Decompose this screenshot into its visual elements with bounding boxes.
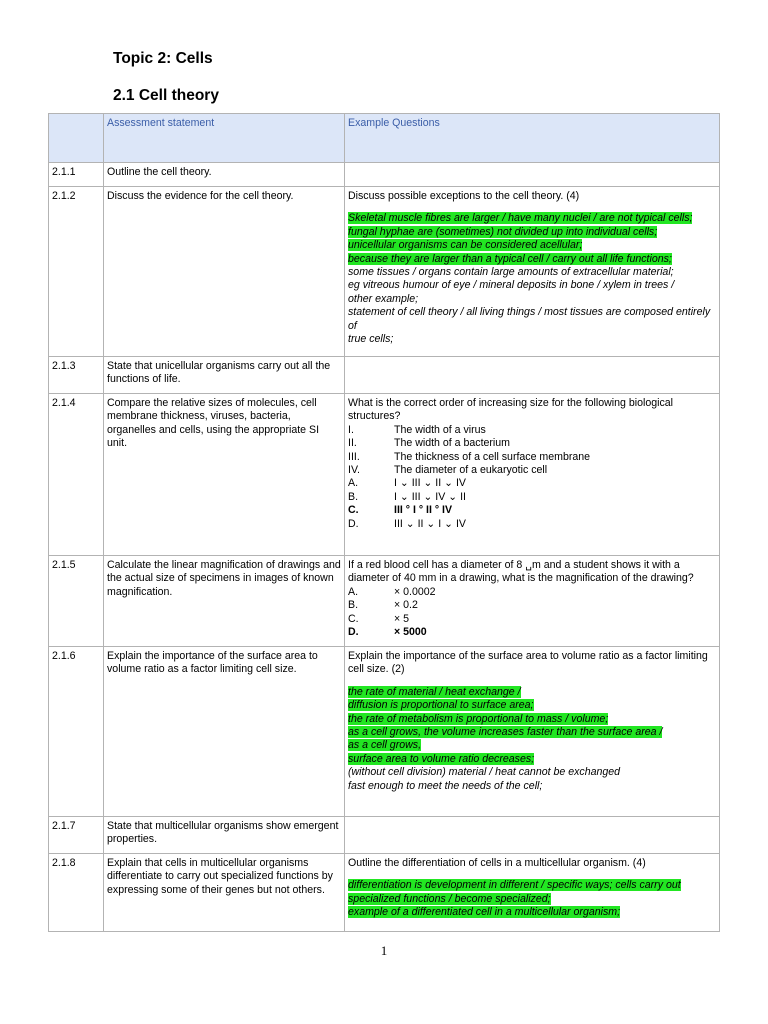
answer-option [348,518,716,531]
question-cell [345,187,720,357]
answer-option [348,599,716,612]
assessment-table [48,113,720,932]
table-header-row [49,114,720,163]
question-cell [345,817,720,854]
answer-line: surface area to volume ratio decreases; [348,752,535,765]
option-value: I ⌄ III ⌄ II ⌄ IV [394,477,466,490]
answer-line: fungal hyphae are (sometimes) not divided up into individual cells; [348,225,658,238]
table-row [49,647,720,817]
answer-option [348,586,716,599]
question-cell [345,163,720,187]
answer-option [348,477,716,490]
answer-line: other example; [348,292,419,305]
correct-answer-option [348,626,716,639]
answer-line: as a cell grows, [348,739,422,752]
item-value: The thickness of a cell surface membrane [394,450,591,463]
answer-line: fast enough to meet the needs of the cell; [348,779,543,792]
option-key: A. [348,477,359,490]
topic-heading: Topic 2: Cells [113,50,213,67]
table-row [49,817,720,854]
ref-cell: 2.1.1 [49,163,104,187]
item-key: II. [348,437,357,450]
option-value: I ⌄ III ⌄ IV ⌄ II [394,490,466,503]
table-row [49,556,720,647]
statement-cell: Discuss the evidence for the cell theory. [104,187,345,357]
answer-line: the rate of material / heat exchange / [348,685,521,698]
answer-line: some tissues / organs contain large amounts of extracellular material; [348,266,674,279]
correct-answer-option [348,504,716,517]
statement-cell: Compare the relative sizes of molecules, cell membrane thickness, viruses, bacteria, organelles and cells, using the appropriate SI unit. [104,394,345,556]
statement-cell: Outline the cell theory. [104,163,345,187]
answer-option [348,491,716,504]
ref-cell: 2.1.4 [49,394,104,556]
ref-cell: 2.1.7 [49,817,104,854]
statement-cell: State that unicellular organisms carry out all the functions of life. [104,357,345,394]
answer-line: eg vitreous humour of eye / mineral deposits in bone / xylem in trees / [348,279,675,292]
answer-line: because they are larger than a typical cell / carry out all life functions; [348,252,672,265]
ref-cell: 2.1.8 [49,854,104,932]
question-text: Discuss possible exceptions to the cell theory. (4) [348,190,580,202]
answer-line: true cells; [348,333,394,346]
item-value: The diameter of a eukaryotic cell [394,464,548,477]
table-row [49,163,720,187]
ref-cell: 2.1.2 [49,187,104,357]
answer-line: unicellular organisms can be considered acellular; [348,239,583,252]
statement-cell: Explain that cells in multicellular organisms differentiate to carry out specialized functions by expressing some of their genes but not others. [104,854,345,932]
statement-cell: State that multicellular organisms show emergent properties. [104,817,345,854]
question-text: If a red blood cell has a diameter of 8 ␣m and a student shows it with a diameter of 40 mm in a drawing, what is the magnification of the drawing? [348,559,694,585]
item-key: III. [348,450,360,463]
option-key: D. [348,517,359,530]
answer-line: (without cell division) material / heat cannot be exchanged [348,766,621,779]
list-item [348,424,716,437]
markscheme-answers [348,879,716,919]
answer-line: differentiation is development in different / specific ways; cells carry out [348,879,681,892]
table-row [49,187,720,357]
answer-line: the rate of metabolism is proportional to mass / volume; [348,712,609,725]
page-number: 1 [380,943,388,958]
ref-cell: 2.1.3 [49,357,104,394]
item-value: The width of a virus [394,423,486,436]
question-text: What is the correct order of increasing size for the following biological structures? [348,397,674,423]
section-heading: 2.1 Cell theory [113,87,219,104]
option-key: B. [348,599,359,612]
answer-line: specialized functions / become specialized; [348,892,551,905]
question-text: Explain the importance of the surface area to volume ratio as a factor limiting cell size. (2) [348,650,708,676]
item-value: The width of a bacterium [394,437,510,450]
option-key: A. [348,585,359,598]
option-key: D. [348,626,359,639]
item-key: IV. [348,464,360,477]
answer-option [348,613,716,626]
option-key: C. [348,612,359,625]
question-cell [345,647,720,817]
table-row [49,357,720,394]
statement-cell: Explain the importance of the surface area to volume ratio as a factor limiting cell size. [104,647,345,817]
option-key: C. [348,504,359,517]
answer-line: as a cell grows, the volume increases faster than the surface area / [348,726,663,739]
answer-line: Skeletal muscle fibres are larger / have many nuclei / are not typical cells; [348,212,693,225]
question-cell [345,854,720,932]
table-row [49,854,720,932]
item-key: I. [348,423,354,436]
option-value: × 5 [394,612,410,625]
header-statement-cell: Assessment statement [104,114,345,163]
option-value: × 0.0002 [394,585,436,598]
option-value: III ⌄ II ⌄ I ⌄ IV [394,517,466,530]
answer-line: diffusion is proportional to surface area; [348,699,534,712]
list-item [348,437,716,450]
list-item [348,451,716,464]
answer-line: statement of cell theory / all living things / most tissues are composed entirely of [348,306,711,332]
markscheme-answers [348,686,716,793]
answer-line: example of a differentiated cell in a multicellular organism; [348,906,621,919]
question-text: Outline the differentiation of cells in a multicellular organism. (4) [348,857,646,869]
header-questions-cell: Example Questions [345,114,720,163]
option-value: × 5000 [394,626,427,639]
option-value: × 0.2 [394,599,418,612]
ref-cell: 2.1.6 [49,647,104,817]
option-key: B. [348,490,359,503]
question-cell [345,394,720,556]
option-value: III ° I ° II ° IV [394,504,453,517]
markscheme-answers [348,212,716,346]
question-cell [345,357,720,394]
ref-cell: 2.1.5 [49,556,104,647]
statement-cell: Calculate the linear magnification of drawings and the actual size of specimens in images of known magnification. [104,556,345,647]
header-ref-cell [49,114,104,163]
list-item [348,464,716,477]
table-row [49,394,720,556]
question-cell [345,556,720,647]
